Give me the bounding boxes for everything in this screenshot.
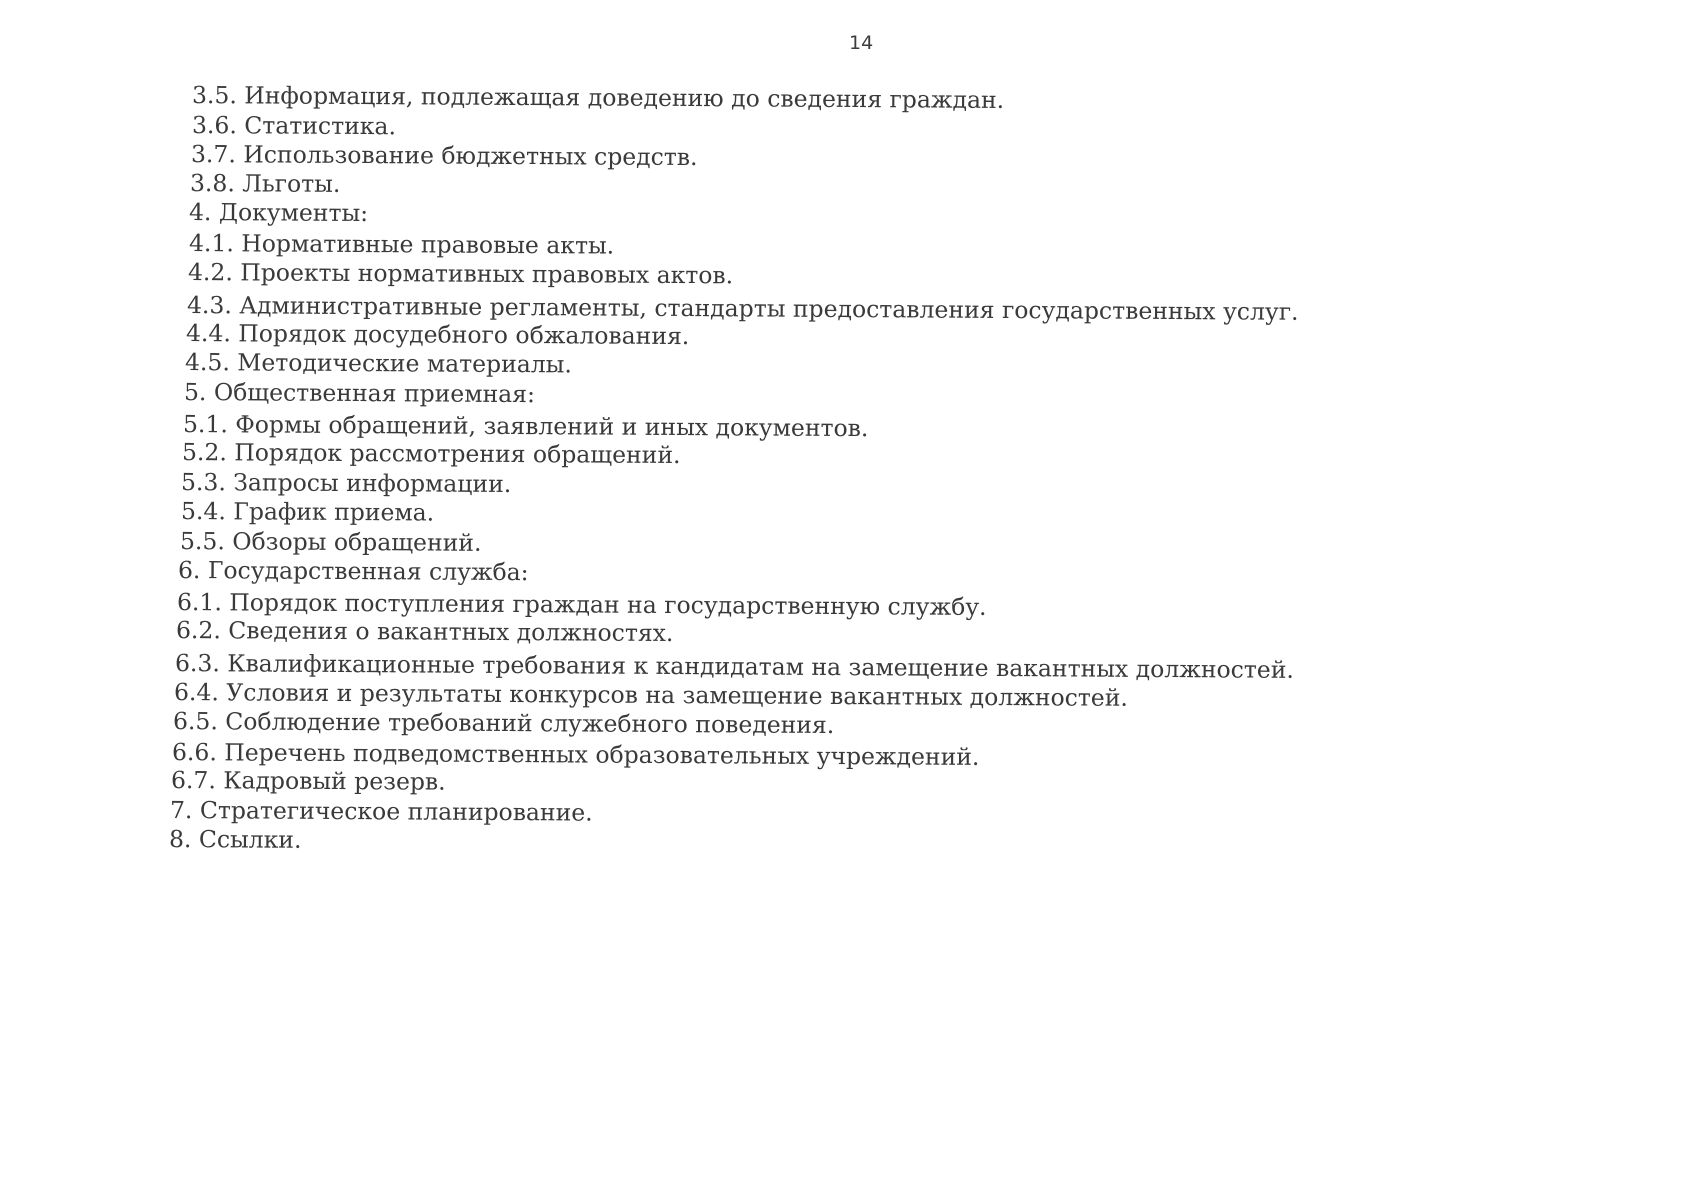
toc-item-4-3: 4.3. Административные регламенты, стандарты предоставления государственных услуг. — [186, 291, 1299, 326]
toc-item-6-4: 6.4. Условия и результаты конкурсов на замещение вакантных должностей. — [173, 678, 1128, 712]
toc-item-5-4: 5.4. График приема. — [180, 497, 435, 527]
toc-item-6-5: 6.5. Соблюдение требований служебного поведения. — [172, 707, 835, 740]
toc-item-5-1: 5.1. Формы обращений, заявлений и иных документов. — [182, 410, 869, 443]
toc-item-5-2: 5.2. Порядок рассмотрения обращений. — [181, 438, 681, 470]
toc-item-6-6: 6.6. Перечень подведомственных образовательных учреждений. — [171, 738, 980, 771]
toc-section-4: 4. Документы: — [188, 198, 369, 228]
toc-item-6-2: 6.2. Сведения о вакантных должностях. — [175, 616, 674, 648]
toc-item-4-2: 4.2. Проекты нормативных правовых актов. — [187, 258, 734, 290]
toc-section-7: 7. Стратегическое планирование. — [169, 796, 593, 827]
toc-section-8: 8. Ссылки. — [168, 825, 302, 854]
toc-item-5-5: 5.5. Обзоры обращений. — [179, 527, 482, 557]
toc-item-6-7: 6.7. Кадровый резерв. — [170, 766, 446, 796]
toc-item-4-4: 4.4. Порядок досудебного обжалования. — [185, 319, 690, 351]
toc-item-3-8: 3.8. Льготы. — [189, 169, 341, 198]
toc-item-3-5: 3.5. Информация, подлежащая доведению до сведения граждан. — [191, 81, 1005, 114]
page-number: 14 — [849, 32, 874, 54]
toc-item-3-7: 3.7. Использование бюджетных средств. — [190, 140, 698, 172]
toc-section-5: 5. Общественная приемная: — [183, 378, 536, 409]
toc-item-5-3: 5.3. Запросы информации. — [180, 468, 512, 499]
toc-item-6-3: 6.3. Квалификационные требования к кандидатам на замещение вакантных должностей. — [174, 649, 1294, 684]
toc-item-6-1: 6.1. Порядок поступления граждан на государственную службу. — [176, 588, 987, 621]
toc-item-4-5: 4.5. Методические материалы. — [184, 348, 573, 379]
toc-item-3-6: 3.6. Статистика. — [191, 111, 397, 141]
toc-item-4-1: 4.1. Нормативные правовые акты. — [188, 229, 615, 260]
toc-section-6: 6. Государственная служба: — [177, 556, 529, 587]
